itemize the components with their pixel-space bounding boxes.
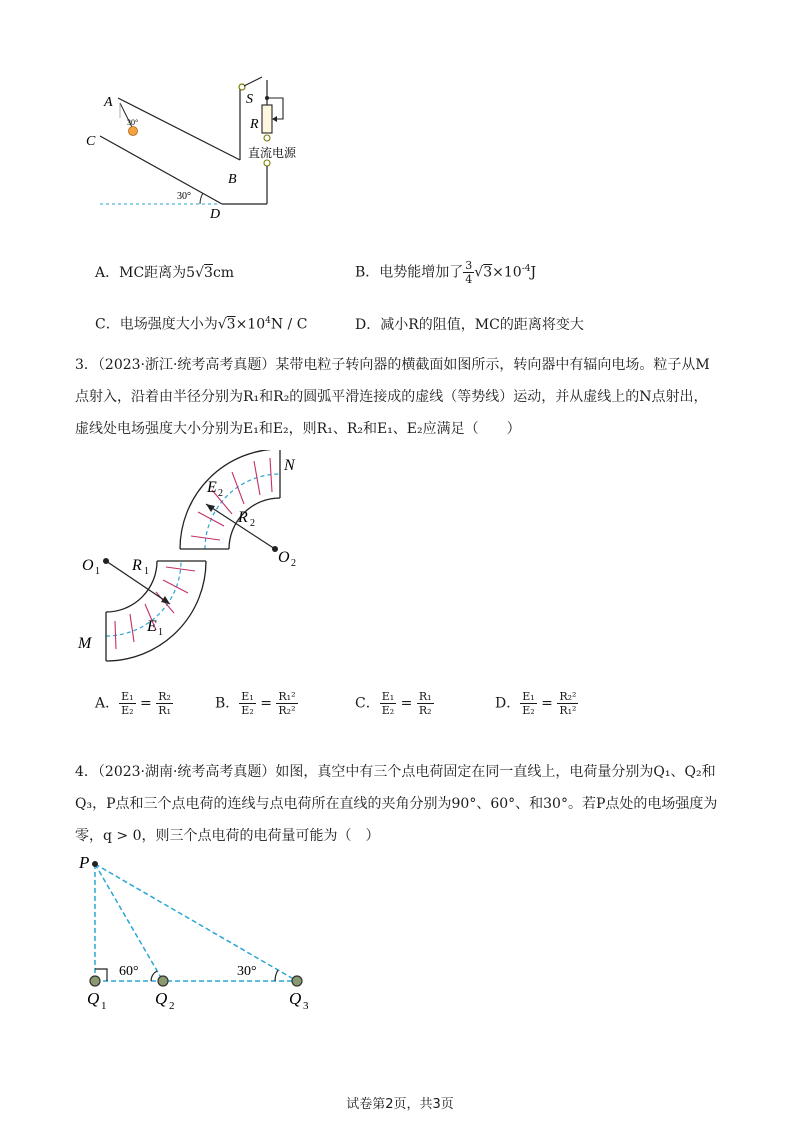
label-o1: O	[82, 557, 94, 574]
q3-option-c[interactable]: C． $\frac{\text{E₁}}{\text{E₂}}$ = $\frac{\text{R₁}}{\text{R₂}}$	[355, 690, 432, 717]
incline-line-cd	[100, 136, 222, 204]
option-letter: D．	[355, 317, 381, 333]
q2-option-a[interactable]	[95, 262, 234, 284]
label-s: S	[246, 92, 253, 107]
q4-stem-line-2: Q₃，P点和三个点电荷的连线与点电荷所在直线的夹角分别为90°、60°、和30°。若P点处的电场强度为	[75, 796, 718, 812]
terminal-bottom	[264, 160, 270, 166]
unit: cm	[212, 265, 235, 281]
power-base: ×10	[492, 264, 522, 281]
q4-stem-line-3: 零，q > 0，则三个点电荷的电荷量可能为（ ）	[75, 828, 380, 844]
radicand: 3	[226, 316, 236, 333]
fraction	[463, 259, 474, 286]
fraction-denominator: R₁	[158, 704, 171, 717]
option-letter: A．	[95, 265, 120, 281]
q2-option-d[interactable]	[355, 314, 584, 336]
label-a: A	[104, 95, 113, 110]
sqrt-sign: √	[195, 265, 205, 281]
label-r1: R	[132, 557, 142, 574]
option-letter: C．	[355, 695, 380, 712]
upper-arc	[180, 450, 280, 549]
fraction-denominator: E₂	[121, 704, 134, 717]
option-a-text: MC距离为	[119, 265, 187, 281]
label-r2: R	[238, 509, 248, 526]
lhs-fraction	[380, 690, 396, 717]
upper-field-arrows	[191, 458, 272, 540]
switch-blade	[244, 77, 262, 86]
option-c-text: 电场强度大小为	[119, 316, 218, 333]
angle-label-a: 30°	[127, 118, 139, 127]
q4-point-charges-figure	[75, 848, 325, 1018]
sqrt-sign: √	[474, 264, 484, 281]
q3-stem-line-1: 3．（2023·浙江·统考高考真题）某带电粒子转向器的横截面如图所示，转向器中有辐向电场。粒子从M	[75, 357, 710, 373]
terminal-top	[264, 135, 270, 141]
q3-option-d[interactable]: D． $\frac{\text{E₁}}{\text{E₂}}$ = $\frac{\text{R₂²}}{\text{R₁²}}$	[495, 690, 577, 717]
charge-q3	[292, 976, 302, 986]
radius-r2-arrow	[206, 504, 215, 512]
label-e1-sub: 1	[158, 627, 163, 638]
label-e1: E	[147, 618, 157, 635]
option-letter: A．	[95, 695, 120, 712]
label-e2-sub: 2	[218, 488, 223, 499]
option-letter: C．	[95, 316, 120, 333]
radius-r1-arrow	[161, 596, 170, 604]
rhs-fraction	[156, 690, 173, 717]
label-c: C	[86, 134, 96, 149]
label-r1-sub: 1	[144, 566, 149, 577]
fraction-denominator: R₁²	[559, 704, 577, 717]
rhs-fraction	[417, 690, 434, 717]
q2-option-c[interactable]	[95, 310, 307, 336]
label-r: R	[250, 117, 259, 132]
fraction-numerator: 3	[465, 259, 473, 273]
charge-q1	[90, 976, 100, 986]
angle-label-60: 60°	[119, 964, 139, 979]
label-e2: E	[207, 479, 217, 496]
angle-label-d: 30°	[177, 191, 191, 202]
lhs-fraction	[239, 690, 255, 717]
charge-q2	[158, 976, 168, 986]
option-d-text: 减小R的阻值，MC的距离将变大	[380, 317, 584, 333]
label-o2-sub: 2	[291, 558, 296, 569]
angle-arc-60	[151, 971, 157, 981]
coefficient: 5	[186, 265, 196, 281]
fraction-denominator: R₂	[418, 704, 432, 717]
fraction-numerator: E₁	[522, 690, 535, 703]
point-p	[92, 861, 98, 867]
rheostat-arrow	[272, 116, 277, 122]
fraction-numerator: R₂	[158, 690, 171, 703]
q3-stem-line-2: 点射入，沿着由半径分别为R₁和R₂的圆弧平滑连接成的虚线（等势线）运动，并从虚线上的N点射出，	[75, 389, 708, 405]
label-m: M	[78, 635, 92, 652]
rhs-fraction	[557, 690, 578, 717]
fraction-denominator: E₂	[381, 704, 395, 717]
fraction-denominator: R₂²	[278, 704, 296, 717]
q3-option-a[interactable]: A． $\frac{\text{E₁}}{\text{E₂}}$ = $\frac{\text{R₂}}{\text{R₁}}$	[95, 690, 171, 717]
q3-option-b[interactable]: B． $\frac{\text{E₁}}{\text{E₂}}$ = $\frac{\text{R₁²}}{\text{R₂²}}$	[215, 690, 296, 717]
label-p: P	[79, 853, 90, 872]
q4-stem-line-1: 4．（2023·湖南·统考高考真题）如图，真空中有三个点电荷固定在同一直线上，电荷量分别为Q₁、Q₂和	[75, 764, 716, 780]
option-b-text: 电势能增加了	[379, 264, 464, 281]
label-q3-sub: 3	[303, 1000, 309, 1012]
radicand: 3	[483, 264, 493, 281]
label-q2: Q	[155, 989, 168, 1008]
label-b: B	[228, 172, 237, 187]
label-o1-sub: 1	[95, 566, 100, 577]
charged-ball	[129, 127, 138, 136]
exponent: 4	[265, 316, 271, 326]
unit: J	[530, 264, 537, 281]
resistor	[262, 105, 272, 133]
label-o2: O	[278, 549, 290, 566]
switch-terminal-left	[239, 84, 245, 90]
rhs-fraction	[276, 690, 297, 717]
q3-deflector-figure	[70, 450, 330, 670]
radicand: 3	[204, 265, 213, 281]
lhs-fraction	[520, 690, 536, 717]
exponent: -4	[521, 264, 531, 274]
label-d: D	[210, 207, 221, 220]
q2-option-b[interactable]	[355, 258, 536, 286]
fraction-numerator: R₂²	[559, 690, 577, 703]
fraction-denominator: 4	[465, 273, 473, 287]
fraction-numerator: E₁	[381, 690, 395, 703]
label-q1: Q	[87, 989, 100, 1008]
angle-label-30: 30°	[237, 964, 257, 979]
power-source-label: 直流电源	[248, 146, 297, 160]
fraction-numerator: R₁	[418, 690, 432, 703]
option-letter: B．	[355, 264, 380, 281]
angle-arc-d	[200, 193, 203, 204]
page-footer: 试卷第2页，共3页	[346, 1097, 454, 1112]
q2-circuit-figure	[80, 70, 320, 220]
power-base: ×10	[235, 316, 266, 333]
label-n: N	[284, 457, 295, 474]
q3-stem-line-3: 虚线处电场强度大小分别为E₁和E₂，则R₁、R₂和E₁、E₂应满足（ ）	[75, 421, 521, 437]
fraction-numerator: E₁	[121, 690, 134, 703]
lower-arc	[106, 561, 206, 661]
angle-arc-30	[275, 970, 278, 981]
fraction-numerator: R₁²	[278, 690, 296, 703]
lhs-fraction	[119, 690, 135, 717]
fraction-denominator: E₂	[522, 704, 535, 717]
fraction-numerator: E₁	[241, 690, 254, 703]
label-q1-sub: 1	[101, 1000, 107, 1012]
label-q3: Q	[289, 989, 302, 1008]
label-r2-sub: 2	[250, 518, 255, 529]
fraction-denominator: E₂	[241, 704, 254, 717]
sqrt-sign: √	[217, 316, 227, 333]
option-letter: B．	[215, 695, 240, 712]
unit: N / C	[270, 316, 308, 333]
option-letter: D．	[495, 695, 521, 712]
label-q2-sub: 2	[169, 1000, 175, 1012]
